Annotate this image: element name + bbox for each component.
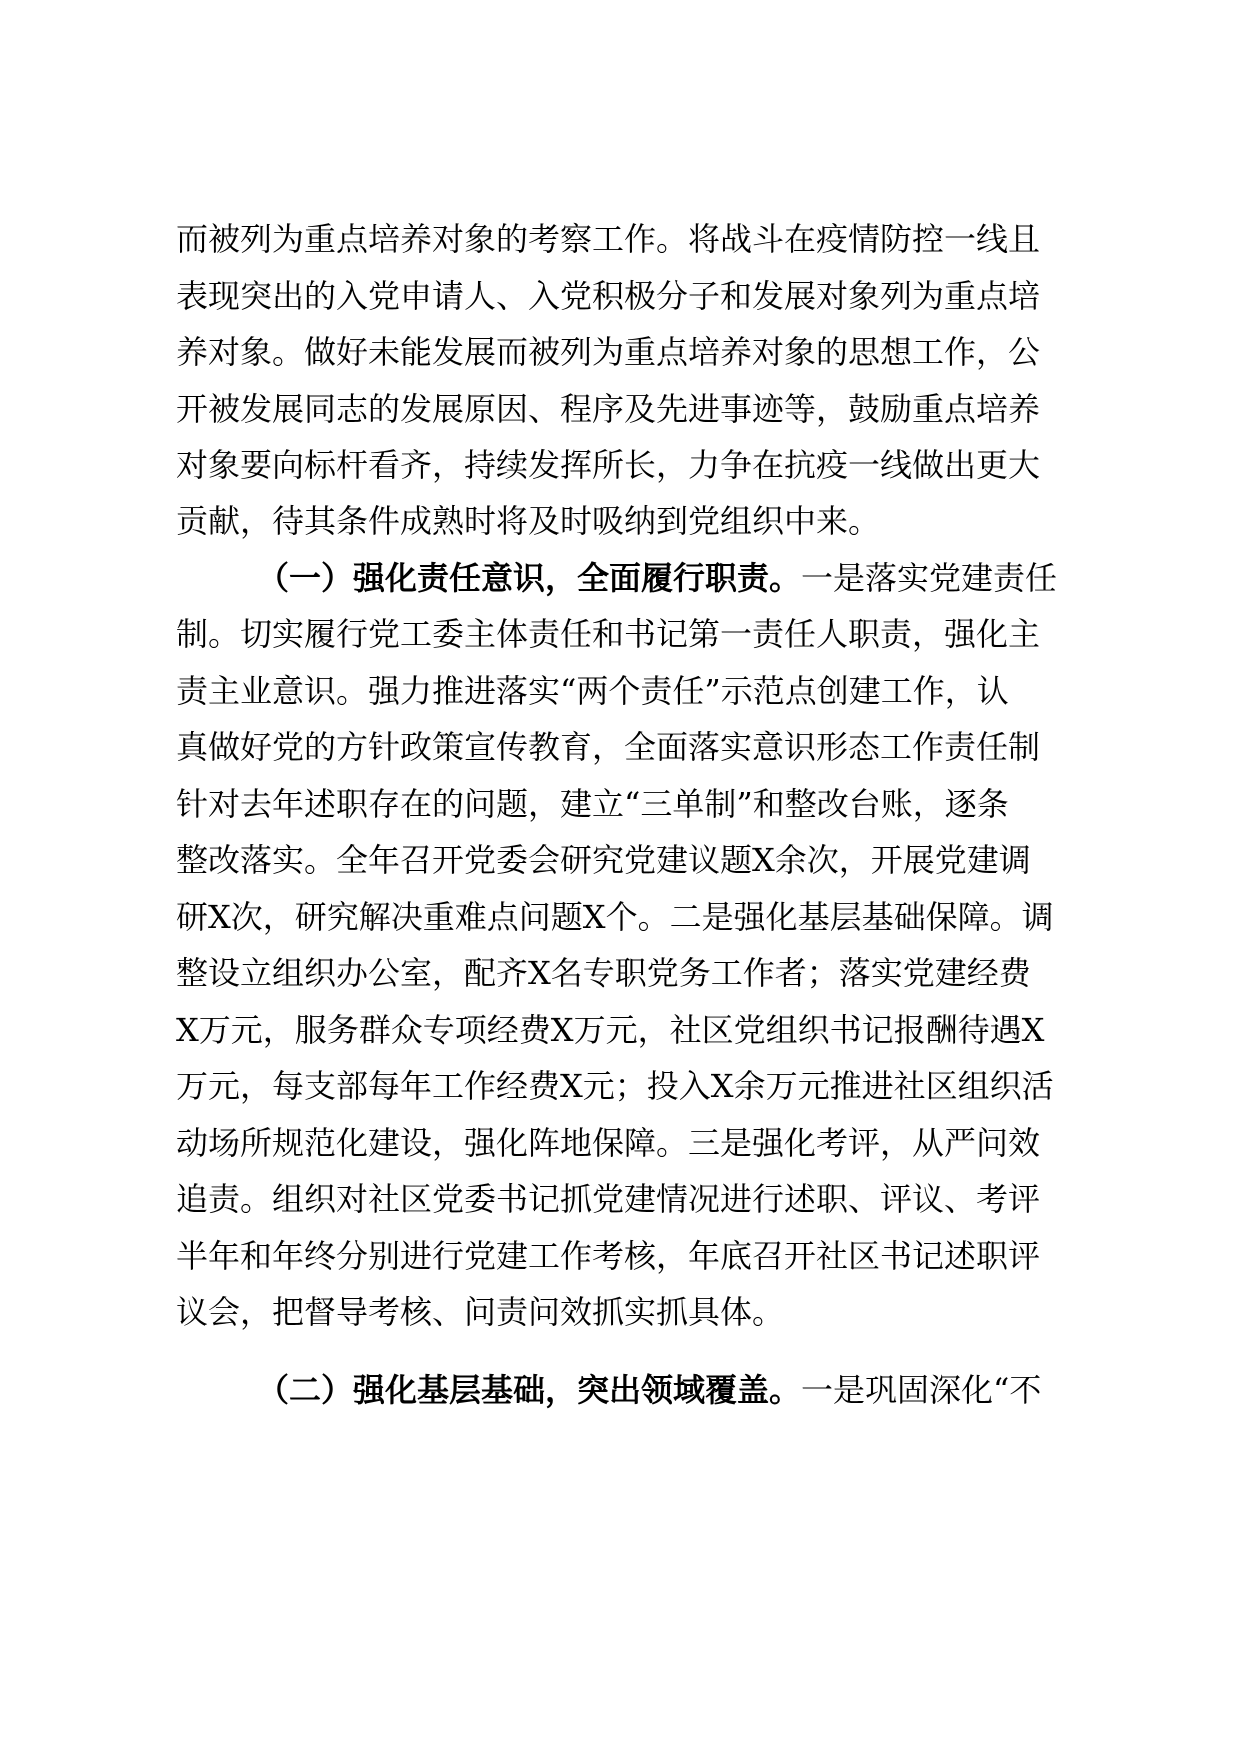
- paragraph-3-first-line-text: 一是巩固深化“不: [801, 1371, 1042, 1409]
- paragraph-1-line-6: 贡献，待其条件成熟时将及时吸纳到党组织中来。: [176, 502, 881, 540]
- paragraph-3-first-line: [257, 1361, 1086, 1419]
- paragraph-2-line-12: 追责。组织对社区党委书记抓党建情况进行述职、评议、考评: [176, 1180, 1041, 1218]
- section-heading-1: （一）强化责任意识，全面履行职责。: [257, 559, 802, 597]
- paragraph-2-line-4: 真做好党的方针政策宣传教育，全面落实意识形态工作责任制: [176, 728, 1041, 766]
- paragraph-2-line-6: 整改落实。全年召开党委会研究党建议题X余次，开展党建调: [176, 841, 1031, 879]
- section-heading-2: （二）强化基层基础，突出领域覆盖。: [257, 1371, 802, 1409]
- paragraph-2-line-2: 制。切实履行党工委主体责任和书记第一责任人职责，强化主: [176, 615, 1041, 653]
- paragraph-2-line-7: 研X次，研究解决重难点问题X个。二是强化基层基础保障。调: [176, 898, 1054, 936]
- paragraph-2-line-14: 议会，把督导考核、问责问效抓实抓具体。: [176, 1293, 785, 1331]
- paragraph-2-line-10: 万元，每支部每年工作经费X元；投入X余万元推进社区组织活: [176, 1067, 1054, 1105]
- paragraph-1-line-4: 开被发展同志的发展原因、程序及先进事迹等，鼓励重点培养: [176, 390, 1041, 428]
- paragraph-2-line-3: 责主业意识。强力推进落实“两个责任”示范点创建工作，认: [176, 672, 1009, 710]
- paragraph-1-line-2: 表现突出的入党申请人、入党积极分子和发展对象列为重点培: [176, 277, 1041, 315]
- paragraph-2-first-line-text: 一是落实党建责任: [801, 559, 1058, 597]
- paragraph-2-line-13: 半年和年终分别进行党建工作考核，年底召开社区书记述职评: [176, 1237, 1041, 1275]
- paragraph-1-line-1: 而被列为重点培养对象的考察工作。将战斗在疫情防控一线且: [176, 220, 1041, 258]
- paragraph-2-line-11: 动场所规范化建设，强化阵地保障。三是强化考评，从严问效: [176, 1124, 1041, 1162]
- paragraph-2-line-8: 整设立组织办公室，配齐X名专职党务工作者；落实党建经费: [176, 954, 1031, 992]
- paragraph-2-first-line: [257, 549, 1086, 607]
- paragraph-2-line-5: 针对去年述职存在的问题，建立“三单制”和整改台账，逐条: [176, 785, 1009, 823]
- paragraph-2-line-9: X万元，服务群众专项经费X万元，社区党组织书记报酬待遇X: [176, 1011, 1045, 1049]
- paragraph-1-line-3: 养对象。做好未能发展而被列为重点培养对象的思想工作，公: [176, 333, 1041, 371]
- paragraph-1-line-5: 对象要向标杆看齐，持续发挥所长，力争在抗疫一线做出更大: [176, 446, 1041, 484]
